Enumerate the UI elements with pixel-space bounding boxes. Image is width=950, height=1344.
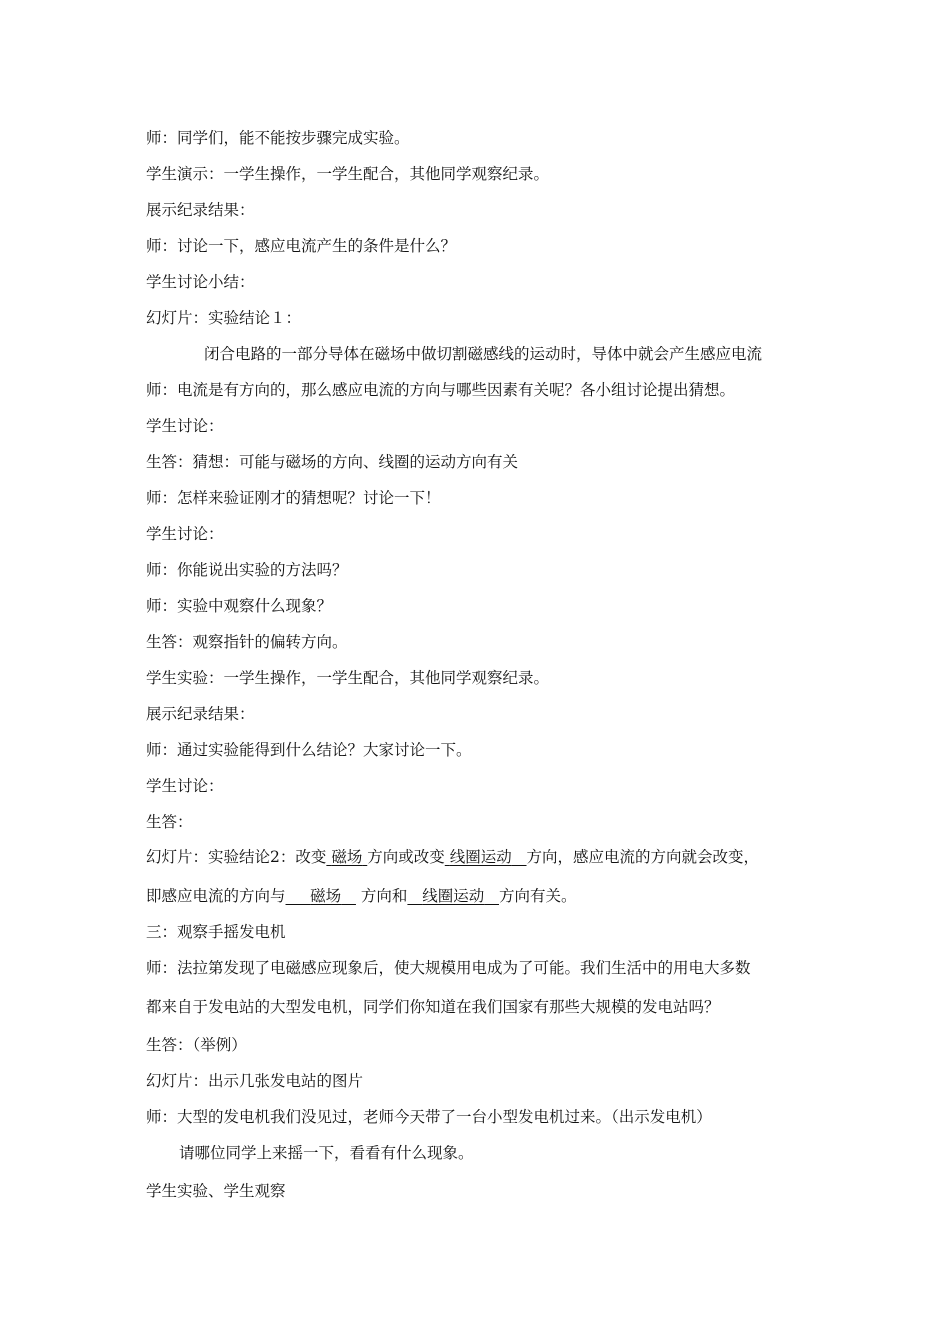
text-line: 师：你能说出实验的方法吗？ xyxy=(146,561,348,579)
blank-coil-motion-2: 线圈运动 xyxy=(422,887,485,905)
conclusion-2-suffix: 方向，感应电流的方向就会改变， xyxy=(526,848,760,866)
text-line: 学生实验、学生观察 xyxy=(146,1182,286,1200)
conclusion-2-mid2: 方向和 xyxy=(360,887,408,905)
text-line: 师：通过实验能得到什么结论？大家讨论一下。 xyxy=(146,741,472,759)
blank-magnetic-field: 磁场 xyxy=(331,848,363,866)
conclusion-2-prefix: 幻灯片：实验结论2：改变 xyxy=(146,848,327,866)
text-line: 师：同学们，能不能按步骤完成实验。 xyxy=(146,129,410,147)
conclusion-2-line2-prefix: 即感应电流的方向与 xyxy=(146,887,286,905)
blank-coil-motion: 线圈运动 xyxy=(449,848,512,866)
text-line: 师：大型的发电机我们没见过，老师今天带了一台小型发电机过来。（出示发电机） xyxy=(146,1108,712,1126)
conclusion-2-mid: 方向或改变 xyxy=(367,848,445,866)
text-line: 学生演示：一学生操作，一学生配合，其他同学观察纪录。 xyxy=(146,165,550,183)
blank-magnetic-field-2: 磁场 xyxy=(310,887,342,905)
text-line: 学生讨论： xyxy=(146,417,224,435)
text-line: 学生讨论： xyxy=(146,777,224,795)
text-line: 学生讨论： xyxy=(146,525,224,543)
text-line: 幻灯片：实验结论１： xyxy=(146,309,302,327)
text-line: 师：法拉第发现了电磁感应现象后，使大规模用电成为了可能。我们生活中的用电大多数 xyxy=(146,959,751,977)
text-line: 师：怎样来验证刚才的猜想呢？讨论一下！ xyxy=(146,489,441,507)
text-line: 展示纪录结果： xyxy=(146,201,255,219)
text-line: 师：讨论一下，感应电流产生的条件是什么？ xyxy=(146,237,457,255)
text-line: 师：实验中观察什么现象？ xyxy=(146,597,333,615)
text-line: 生答：猜想：可能与磁场的方向、线圈的运动方向有关 xyxy=(146,453,519,471)
conclusion-2-line-2 xyxy=(146,886,577,906)
text-line: 生答：观察指针的偏转方向。 xyxy=(146,633,348,651)
text-line: 闭合电路的一部分导体在磁场中做切割磁感线的运动时，导体中就会产生感应电流 xyxy=(204,345,763,363)
conclusion-2-line-1 xyxy=(146,847,759,867)
text-line: 学生实验：一学生操作，一学生配合，其他同学观察纪录。 xyxy=(146,669,550,687)
text-line: 都来自于发电站的大型发电机，同学们你知道在我们国家有那些大规模的发电站吗？ xyxy=(146,998,720,1016)
text-line: 学生讨论小结： xyxy=(146,273,255,291)
conclusion-2-line2-suffix: 方向有关。 xyxy=(498,887,577,905)
text-line: 展示纪录结果： xyxy=(146,705,255,723)
text-line: 师：电流是有方向的，那么感应电流的方向与哪些因素有关呢？各小组讨论提出猜想。 xyxy=(146,381,736,399)
text-line: 幻灯片：出示几张发电站的图片 xyxy=(146,1072,364,1090)
section-heading: 三：观察手摇发电机 xyxy=(146,923,286,941)
text-line: 请哪位同学上来摇一下，看看有什么现象。 xyxy=(179,1144,474,1162)
text-line: 生答：（举例） xyxy=(146,1036,247,1054)
text-line: 生答： xyxy=(146,813,193,831)
